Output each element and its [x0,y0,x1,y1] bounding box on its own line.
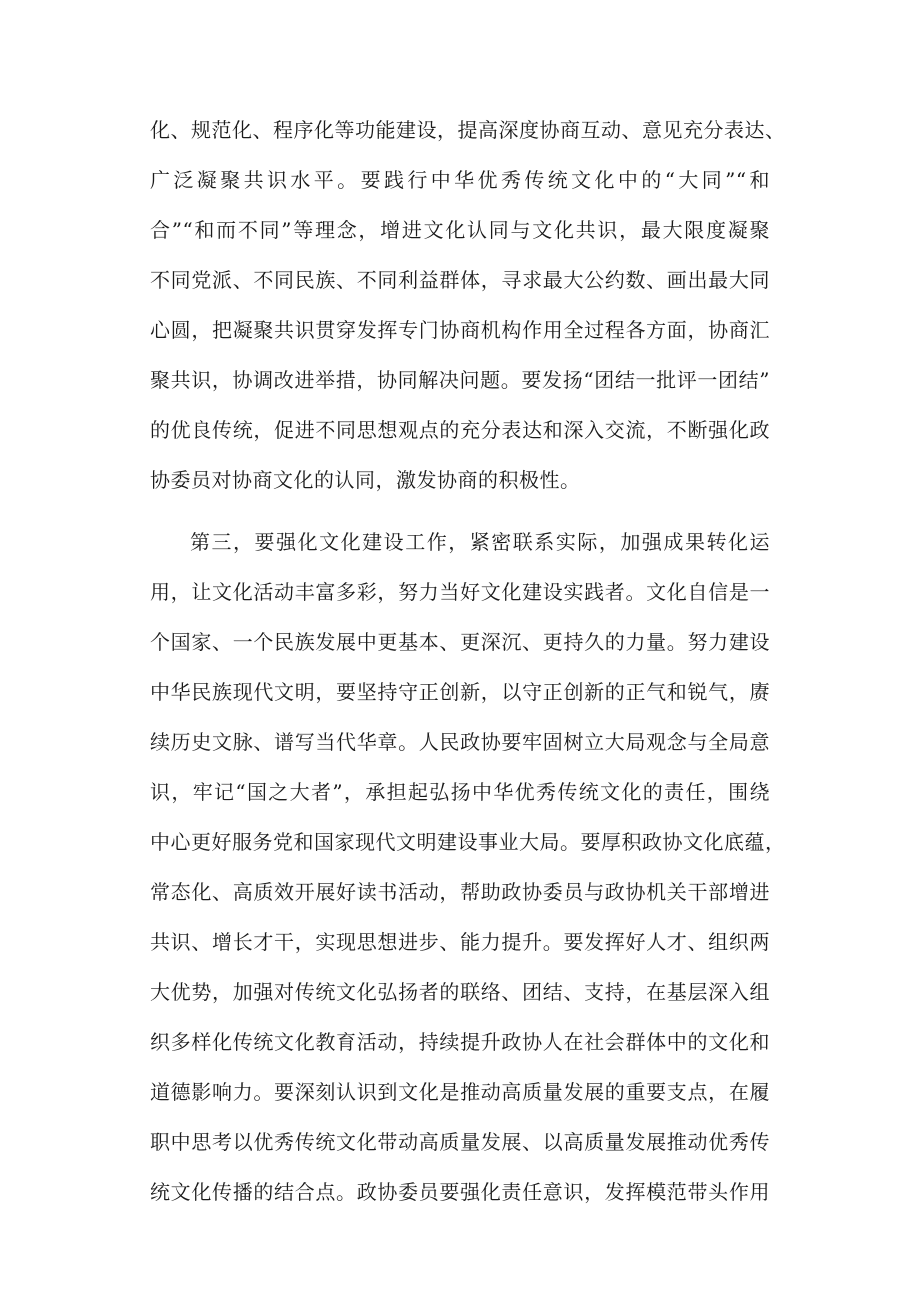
text-line: 协委员对协商文化的认同，激发协商的积极性。 [150,468,581,492]
text-line: 职中思考以优秀传统文化带动高质量发展、以高质量发展推动优秀传 [150,1130,770,1154]
text-line: 识，牢记“国之大者”，承担起弘扬中华优秀传统文化的责任，围绕 [150,780,770,804]
text-line: 广泛凝聚共识水平。要践行中华优秀传统文化中的“大同”“和 [150,168,770,192]
text-line: 合”“和而不同”等理念，增进文化认同与文化共识，最大限度凝聚 [150,218,770,242]
text-line: 统文化传播的结合点。政协委员要强化责任意识，发挥模范带头作用 [150,1180,770,1204]
text-line: 常态化、高质效开展好读书活动，帮助政协委员与政协机关干部增进 [150,880,770,904]
text-line: 的优良传统，促进不同思想观点的充分表达和深入交流，不断强化政 [150,418,770,442]
text-line: 第三，要强化文化建设工作，紧密联系实际，加强成果转化运 [190,530,770,554]
text-line: 聚共识，协调改进举措，协同解决问题。要发扬“团结一批评一团结” [150,368,770,392]
text-line: 道德影响力。要深刻认识到文化是推动高质量发展的重要支点，在履 [150,1080,770,1104]
text-line: 大优势，加强对传统文化弘扬者的联络、团结、支持，在基层深入组 [150,980,770,1004]
text-line: 用，让文化活动丰富多彩，努力当好文化建设实践者。文化自信是一 [150,580,770,604]
text-line: 中华民族现代文明，要坚持守正创新，以守正创新的正气和锐气，赓 [150,680,770,704]
text-line: 织多样化传统文化教育活动，持续提升政协人在社会群体中的文化和 [150,1030,770,1054]
text-line: 中心更好服务党和国家现代文明建设事业大局。要厚积政协文化底蕴， [150,830,786,854]
text-line: 心圆，把凝聚共识贯穿发挥专门协商机构作用全过程各方面，协商汇 [150,318,770,342]
text-line: 续历史文脉、谱写当代华章。人民政协要牢固树立大局观念与全局意 [150,730,770,754]
text-line: 化、规范化、程序化等功能建设，提高深度协商互动、意见充分表达、 [150,118,786,142]
text-line: 不同党派、不同民族、不同利益群体，寻求最大公约数、画出最大同 [150,268,770,292]
text-line: 共识、增长才干，实现思想进步、能力提升。要发挥好人才、组织两 [150,930,770,954]
text-line: 个国家、一个民族发展中更基本、更深沉、更持久的力量。努力建设 [150,630,770,654]
